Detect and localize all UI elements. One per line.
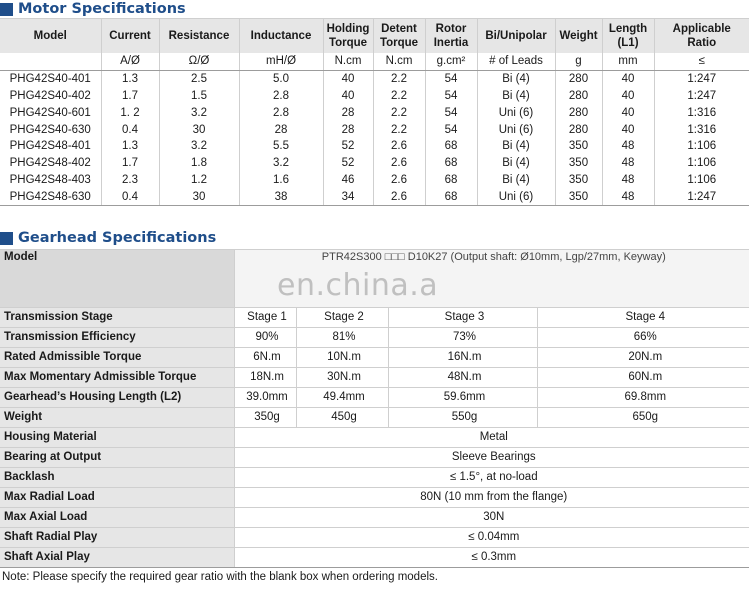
gear-model-row (0, 250, 749, 308)
gear-single-row (0, 508, 749, 528)
unit-cell (0, 53, 101, 70)
gear-row-label: Bearing at Output (0, 448, 234, 468)
motor-col-header (239, 19, 323, 54)
gear-stage-value: 90% (234, 328, 296, 348)
gear-stage-value: Stage 2 (296, 308, 388, 328)
spec-cell: 0.4 (101, 121, 159, 138)
spec-cell: 1. 2 (101, 104, 159, 121)
spec-cell: 1:106 (654, 138, 749, 155)
gear-stage-row (0, 348, 749, 368)
gear-stage-row (0, 368, 749, 388)
header-line-2: Inertia (433, 37, 469, 49)
motor-row (0, 138, 749, 155)
spec-cell: 3.2 (239, 155, 323, 172)
spec-cell: 52 (323, 138, 373, 155)
gearhead-spec-table (0, 249, 749, 568)
unit-cell: g (555, 53, 602, 70)
ordering-note: Note: Please specify the required gear ratio with the blank box when ordering models. (2, 571, 438, 583)
gear-stage-value: Stage 3 (388, 308, 537, 328)
motor-row (0, 172, 749, 189)
spec-cell: 280 (555, 104, 602, 121)
motor-col-header (555, 19, 602, 54)
header-line-1: Length (608, 23, 648, 35)
gear-stage-value: 48N.m (388, 368, 537, 388)
gear-single-value: Sleeve Bearings (234, 448, 749, 468)
gear-single-row (0, 488, 749, 508)
spec-cell: 68 (425, 155, 477, 172)
gear-model-label: Model (0, 250, 234, 308)
spec-cell: 3.2 (159, 138, 239, 155)
gear-stage-row (0, 388, 749, 408)
motor-col-header (101, 19, 159, 54)
gear-stage-value: 66% (537, 328, 749, 348)
section-marker-icon (0, 232, 13, 245)
gear-single-row (0, 528, 749, 548)
gear-row-label: Transmission Stage (0, 308, 234, 328)
unit-cell: mH/Ø (239, 53, 323, 70)
motor-row (0, 70, 749, 87)
spec-cell: Bi (4) (477, 70, 555, 87)
spec-cell: 68 (425, 188, 477, 205)
motor-col-header (425, 19, 477, 54)
gear-stage-value: 20N.m (537, 348, 749, 368)
unit-cell: mm (602, 53, 654, 70)
motor-specifications-title (0, 0, 186, 18)
gear-row-label: Shaft Axial Play (0, 548, 234, 568)
spec-cell: 1.7 (101, 155, 159, 172)
spec-cell: 2.8 (239, 104, 323, 121)
gear-stage-value: 10N.m (296, 348, 388, 368)
model-cell: PHG42S48-402 (9, 157, 91, 170)
header-line-1: Model (33, 30, 67, 42)
gear-title-text: Gearhead Specifications (18, 230, 217, 246)
header-line-1: Inductance (250, 30, 312, 42)
gear-single-value: ≤ 0.3mm (234, 548, 749, 568)
spec-cell: 3.2 (159, 104, 239, 121)
model-cell: PHG42S40-630 (9, 123, 91, 136)
spec-cell: 280 (555, 70, 602, 87)
gear-stage-value: 650g (537, 408, 749, 428)
gear-stage-value: 350g (234, 408, 296, 428)
watermark: en.china.a (277, 268, 439, 303)
spec-cell: 68 (425, 172, 477, 189)
motor-row (0, 104, 749, 121)
spec-cell: 34 (323, 188, 373, 205)
unit-cell: A/Ø (101, 53, 159, 70)
spec-cell: 40 (323, 88, 373, 105)
spec-cell: 30 (159, 188, 239, 205)
gear-row-label: Max Axial Load (0, 508, 234, 528)
motor-col-header (159, 19, 239, 54)
spec-cell: 350 (555, 188, 602, 205)
motor-header-row (0, 19, 749, 54)
gear-row-label: Backlash (0, 468, 234, 488)
gear-stage-row (0, 328, 749, 348)
spec-cell: 54 (425, 121, 477, 138)
spec-cell: 280 (555, 88, 602, 105)
gear-stage-row (0, 308, 749, 328)
gear-stage-value: 59.6mm (388, 388, 537, 408)
spec-cell: 28 (239, 121, 323, 138)
motor-units-row (0, 53, 749, 70)
header-line-1: Detent (381, 23, 417, 35)
header-line-2: (L1) (617, 37, 639, 49)
spec-cell: 1.2 (159, 172, 239, 189)
header-line-1: Weight (559, 30, 598, 42)
spec-cell: 52 (323, 155, 373, 172)
spec-cell: 1:247 (654, 70, 749, 87)
spec-cell: 30 (159, 121, 239, 138)
motor-col-header (477, 19, 555, 54)
gear-single-value: 80N (10 mm from the flange) (234, 488, 749, 508)
spec-cell: 2.2 (373, 88, 425, 105)
spec-cell: 40 (323, 70, 373, 87)
header-line-1: Bi/Unipolar (485, 30, 547, 42)
spec-cell: 5.0 (239, 70, 323, 87)
spec-cell: 1.3 (101, 138, 159, 155)
unit-cell: # of Leads (477, 53, 555, 70)
spec-cell: 1:316 (654, 104, 749, 121)
spec-cell: Uni (6) (477, 188, 555, 205)
gear-row-label: Shaft Radial Play (0, 528, 234, 548)
header-line-2: Torque (328, 37, 368, 49)
motor-row (0, 188, 749, 205)
spec-cell: 40 (602, 88, 654, 105)
gear-stage-value: 30N.m (296, 368, 388, 388)
spec-cell: 28 (323, 121, 373, 138)
spec-cell: 2.5 (159, 70, 239, 87)
motor-row (0, 155, 749, 172)
unit-cell: g.cm² (425, 53, 477, 70)
spec-cell: 1.5 (159, 88, 239, 105)
spec-cell: 54 (425, 88, 477, 105)
gear-stage-value: 69.8mm (537, 388, 749, 408)
gear-row-label: Max Momentary Admissible Torque (0, 368, 234, 388)
gear-row-label: Weight (0, 408, 234, 428)
unit-cell: ≤ (654, 53, 749, 70)
spec-cell: 48 (602, 155, 654, 172)
gear-single-value: ≤ 1.5°, at no-load (234, 468, 749, 488)
spec-cell: 1.6 (239, 172, 323, 189)
gear-stage-value: 49.4mm (296, 388, 388, 408)
spec-cell: Bi (4) (477, 88, 555, 105)
gear-row-label: Transmission Efficiency (0, 328, 234, 348)
unit-cell: N.cm (323, 53, 373, 70)
gear-stage-value: 39.0mm (234, 388, 296, 408)
gear-stage-value: Stage 4 (537, 308, 749, 328)
header-line-2: Ratio (687, 37, 717, 49)
spec-cell: 1:316 (654, 121, 749, 138)
spec-cell: 48 (602, 188, 654, 205)
spec-cell: 40 (602, 104, 654, 121)
spec-cell: 1:247 (654, 188, 749, 205)
spec-cell: 2.6 (373, 188, 425, 205)
spec-cell: 350 (555, 155, 602, 172)
gear-single-row (0, 428, 749, 448)
motor-col-header (323, 19, 373, 54)
gear-stage-value: 73% (388, 328, 537, 348)
spec-cell: 1.3 (101, 70, 159, 87)
model-cell: PHG42S48-403 (9, 173, 91, 186)
motor-col-header (602, 19, 654, 54)
gear-single-value: Metal (234, 428, 749, 448)
gear-row-label: Gearhead’s Housing Length (L2) (0, 388, 234, 408)
motor-row (0, 121, 749, 138)
spec-cell: 1:106 (654, 155, 749, 172)
gear-single-row (0, 548, 749, 568)
spec-cell: 280 (555, 121, 602, 138)
motor-col-header (373, 19, 425, 54)
motor-col-header (654, 19, 749, 54)
gear-model-value: PTR42S300 □□□ D10K27 (Output shaft: Ø10mm, Lgp/27mm, Keyway) (234, 250, 749, 308)
spec-cell: 38 (239, 188, 323, 205)
gear-single-row (0, 448, 749, 468)
gear-stage-value: 550g (388, 408, 537, 428)
spec-cell: 2.2 (373, 70, 425, 87)
motor-col-header (0, 19, 101, 54)
spec-cell: 2.8 (239, 88, 323, 105)
spec-cell: 1.7 (101, 88, 159, 105)
spec-cell: 2.3 (101, 172, 159, 189)
header-line-1: Applicable (672, 23, 731, 35)
spec-cell: 1.8 (159, 155, 239, 172)
spec-cell: 48 (602, 138, 654, 155)
spec-cell: 2.6 (373, 172, 425, 189)
spec-cell: 1:247 (654, 88, 749, 105)
gear-single-value: 30N (234, 508, 749, 528)
gear-stage-value: 450g (296, 408, 388, 428)
header-line-1: Resistance (168, 30, 230, 42)
model-cell: PHG42S40-402 (9, 89, 91, 102)
spec-cell: Uni (6) (477, 121, 555, 138)
gear-stage-row (0, 408, 749, 428)
spec-cell: 0.4 (101, 188, 159, 205)
spec-cell: Bi (4) (477, 155, 555, 172)
spec-cell: 5.5 (239, 138, 323, 155)
spec-cell: 46 (323, 172, 373, 189)
unit-cell: N.cm (373, 53, 425, 70)
section-marker-icon (0, 3, 13, 16)
motor-row (0, 88, 749, 105)
spec-cell: 2.2 (373, 121, 425, 138)
spec-cell: 350 (555, 138, 602, 155)
gear-stage-value: 6N.m (234, 348, 296, 368)
gear-stage-value: Stage 1 (234, 308, 296, 328)
motor-title-text: Motor Specifications (18, 1, 186, 17)
model-cell: PHG42S40-601 (9, 106, 91, 119)
spec-cell: Uni (6) (477, 104, 555, 121)
spec-cell: 48 (602, 172, 654, 189)
spec-cell: Bi (4) (477, 138, 555, 155)
spec-cell: 68 (425, 138, 477, 155)
spec-cell: 54 (425, 70, 477, 87)
gear-single-row (0, 468, 749, 488)
model-cell: PHG42S48-401 (9, 140, 91, 153)
header-line-1: Rotor (435, 23, 467, 35)
spec-cell: 54 (425, 104, 477, 121)
spec-cell: Bi (4) (477, 172, 555, 189)
gear-row-label: Housing Material (0, 428, 234, 448)
header-line-2: Torque (379, 37, 419, 49)
spec-cell: 28 (323, 104, 373, 121)
spec-cell: 1:106 (654, 172, 749, 189)
gear-stage-value: 16N.m (388, 348, 537, 368)
model-cell: PHG42S40-401 (9, 73, 91, 86)
gearhead-specifications-title (0, 229, 216, 247)
spec-cell: 2.2 (373, 104, 425, 121)
gear-stage-value: 81% (296, 328, 388, 348)
gear-stage-value: 60N.m (537, 368, 749, 388)
gear-single-value: ≤ 0.04mm (234, 528, 749, 548)
gear-row-label: Rated Admissible Torque (0, 348, 234, 368)
unit-cell: Ω/Ø (159, 53, 239, 70)
spec-cell: 2.6 (373, 155, 425, 172)
gear-stage-value: 18N.m (234, 368, 296, 388)
header-line-1: Current (109, 30, 151, 42)
spec-cell: 350 (555, 172, 602, 189)
spec-cell: 40 (602, 121, 654, 138)
model-cell: PHG42S48-630 (0, 188, 101, 205)
header-line-1: Holding (326, 23, 370, 35)
spec-cell: 2.6 (373, 138, 425, 155)
spec-cell: 40 (602, 70, 654, 87)
motor-spec-table (0, 18, 749, 206)
gear-row-label: Max Radial Load (0, 488, 234, 508)
